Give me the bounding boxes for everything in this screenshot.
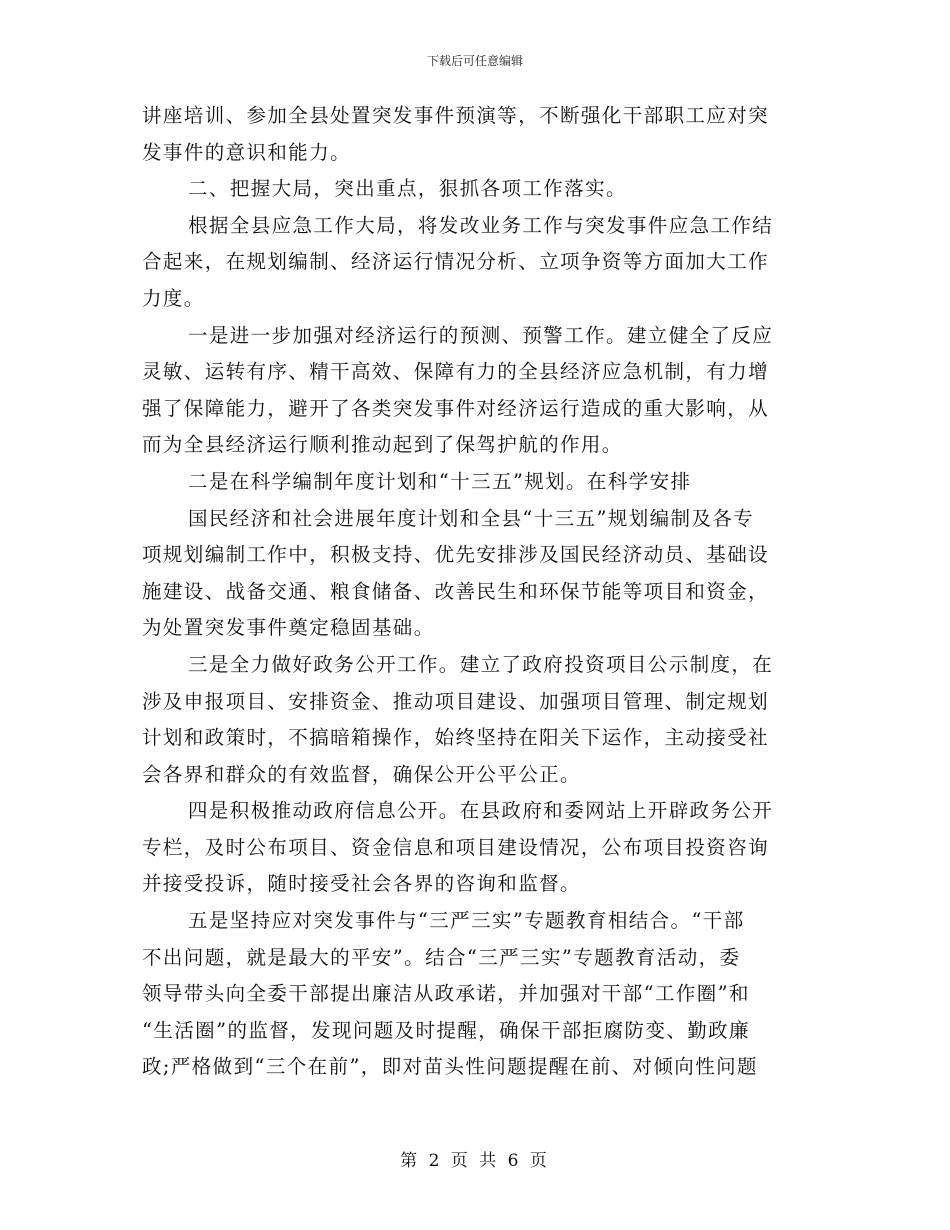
text-line: 力度。: [142, 286, 205, 310]
text-line: 发事件的意识和能力。: [142, 140, 352, 164]
text-line: 会各界和群众的有效监督，确保公开公平公正。: [142, 762, 581, 786]
text-line: 而为全县经济运行顺利推动起到了保驾护航的作用。: [142, 433, 623, 457]
text-line: 二是在科学编制年度计划和“十三五”规划。在科学安排: [188, 469, 692, 493]
text-line: 合起来，在规划编制、经济运行情况分析、立项争资等方面加大工作: [142, 250, 770, 274]
text-line: 政;严格做到“三个在前”，即对苗头性问题提醒在前、对倾向性问题: [142, 1055, 758, 1079]
text-line: 涉及申报项目、安排资金、推动项目建设、加强项目管理、制定规划: [142, 689, 770, 713]
text-line: 计划和政策时，不搞暗箱操作，始终坚持在阳关下运作，主动接受社: [142, 726, 770, 750]
text-line: 项规划编制工作中，积极支持、优先安排涉及国民经济动员、基础设: [142, 543, 770, 567]
text-line: 国民经济和社会进展年度计划和全县“十三五”规划编制及各专: [188, 506, 755, 530]
text-line: 一是进一步加强对经济运行的预测、预警工作。建立健全了反应: [188, 323, 774, 347]
page-footer: 第 2 页 共 6 页: [400, 1151, 550, 1171]
text-line: 二、把握大局，突出重点，狠抓各项工作落实。: [188, 177, 627, 201]
text-line: 专栏，及时公布项目、资金信息和项目建设情况，公布项目投资咨询: [142, 835, 770, 859]
text-line: 讲座培训、参加全县处置突发事件预演等，不断强化干部职工应对突: [142, 104, 770, 127]
text-line: 不出问题，就是最大的平安”。结合“三严三实”专题教育活动，委: [142, 945, 741, 969]
body-text: [142, 98, 802, 1086]
text-line: 并接受投诉，随时接受社会各界的咨询和监督。: [142, 872, 581, 896]
page-header: 下载后可任意编辑: [426, 54, 523, 68]
text-line: 四是积极推动政府信息公开。在县政府和委网站上开辟政务公开: [188, 799, 774, 823]
text-line: 为处置突发事件奠定稳固基础。: [142, 616, 435, 640]
text-line: 根据全县应急工作大局，将发改业务工作与突发事件应急工作结: [188, 213, 774, 237]
text-line: 强了保障能力，避开了各类突发事件对经济运行造成的重大影响，从: [142, 396, 770, 420]
text-line: 施建设、战备交通、粮食储备、改善民生和环保节能等项目和资金，: [142, 579, 770, 603]
text-line: 三是全力做好政务公开工作。建立了政府投资项目公示制度，在: [188, 652, 774, 676]
text-line: 五是坚持应对突发事件与“三严三实”专题教育相结合。“干部: [188, 909, 745, 933]
text-line: 灵敏、运转有序、精干高效、保障有力的全县经济应急机制，有力增: [142, 360, 770, 384]
text-line: “生活圈”的监督，发现问题及时提醒，确保干部拒腐防变、勤政廉: [142, 1018, 750, 1042]
text-line: 领导带头向全委干部提出廉洁从政承诺，并加强对干部“工作圈”和: [142, 982, 750, 1006]
